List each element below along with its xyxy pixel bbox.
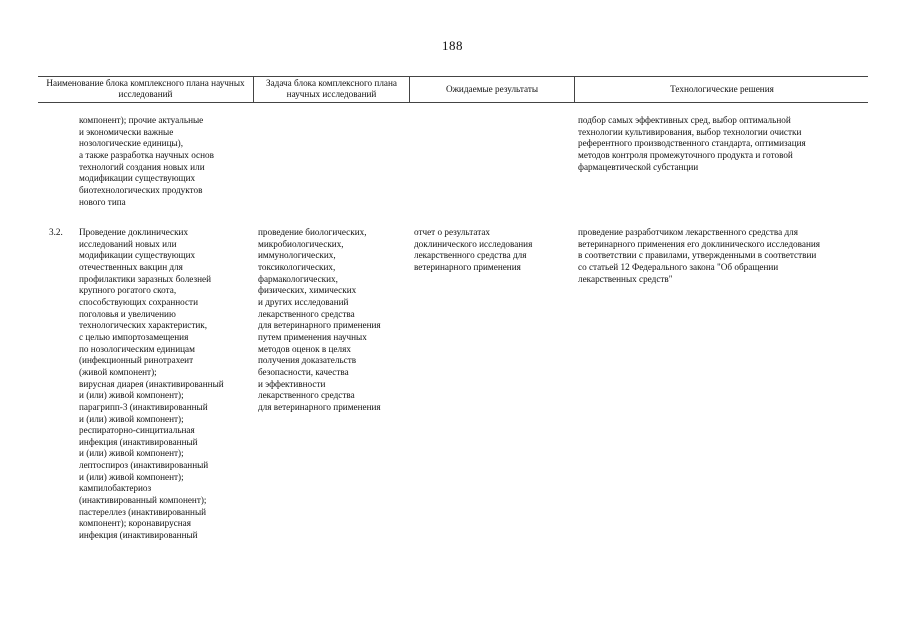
header-solutions: Технологические решения xyxy=(670,83,774,94)
row-solutions-cell: проведение разработчиком лекарственного средства для ветеринарного применения его доклинического исследования в соответствии с правилами, утвержденными в соответствии со статьей 12 Федерального закона "Об обращении лекарственных средств" xyxy=(578,227,821,284)
row-results-cell: отчет о результатах доклинического исследования лекарственного средства для ветеринарного применения xyxy=(414,227,533,272)
header-results: Ожидаемые результаты xyxy=(445,83,539,94)
header-name: Наименование блока комплексного плана научных исследований xyxy=(46,78,245,99)
page-number: 188 xyxy=(442,38,463,53)
row-task-cell: проведение биологических, микробиологических, иммунологических, токсикологических, фармакологических, физических, химических и других исследований лекарственного средства для ветеринарного применения путем применения научных методов оценок в целях получения доказательств безопасности, качества и эффективности лекарственного средства для ветеринарного применения xyxy=(258,227,381,412)
header-task: Задача блока комплексного плана научных исследований xyxy=(265,78,398,99)
row-number: 3.2. xyxy=(49,227,63,237)
column-separator xyxy=(409,76,410,102)
continuation-name-cell: компонент); прочие актуальные и экономически важные нозологические единицы), а также разработка научных основ технологий создания новых или модификации существующих биотехнологических продуктов нового типа xyxy=(79,115,214,207)
column-separator xyxy=(574,76,575,102)
row-name-cell: Проведение доклинических исследований новых или модификации существующих отечественных вакцин для профилактики заразных болезней крупного рогатого скота, способствующих сохранности поголовья и увеличению технологических характеристик, с целью импортозамещения по нозологическим единицам (инфекционный ринотрахеит (живой компонент); вирусная диарея (инактивированный и (или) живой компонент); парагрипп-3 (инактивированный и (или) живой компонент); респираторно-синцитиальная инфекция (инактивированный и (или) живой компонент); лептоспироз (инактивированный и (или) живой компонент); кампилобактериоз (инактивированный компонент); пастереллез (инактивированный компонент); коронавирусная инфекция (инактивированный xyxy=(79,227,224,541)
table-header-bottom-rule xyxy=(38,102,868,103)
continuation-solutions-cell: подбор самых эффективных сред, выбор оптимальной технологии культивирования, выбор технологии очистки референтного производственного стандарта, оптимизация методов контроля промежуточного продукта и готовой фармацевтической субстанции xyxy=(578,115,806,172)
table-top-rule xyxy=(38,76,868,77)
column-separator xyxy=(253,76,254,102)
